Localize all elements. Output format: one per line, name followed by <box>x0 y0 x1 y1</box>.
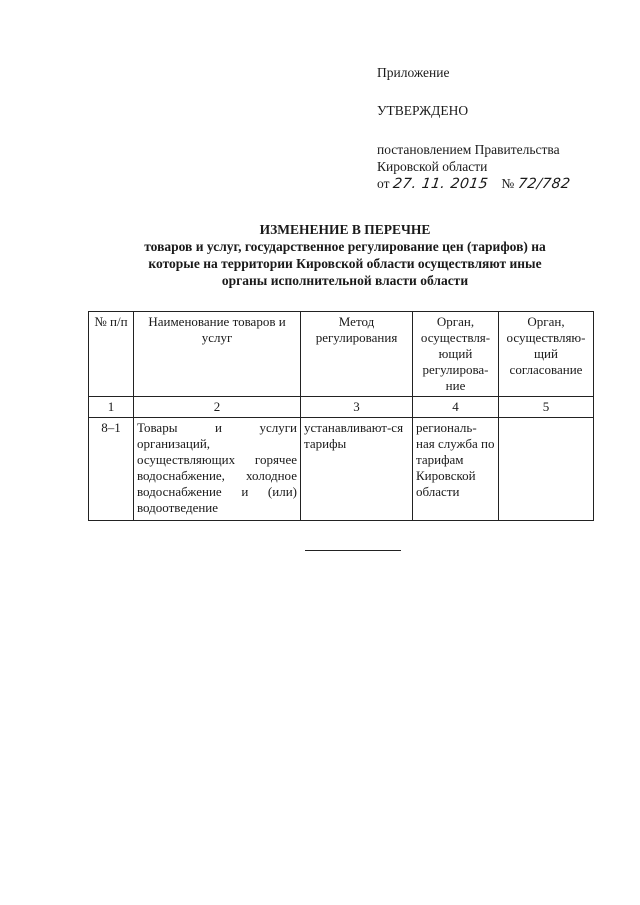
resolution-line-2: Кировской области <box>377 159 488 174</box>
handwritten-number: 72/782 <box>516 176 572 192</box>
heading-title: ИЗМЕНЕНИЕ В ПЕРЕЧНЕ <box>259 222 431 237</box>
document-heading <box>100 221 590 289</box>
colnum-4: 4 <box>413 397 499 418</box>
header-regulator: Орган, осуществля-ющий регулирова-ние <box>413 312 499 397</box>
row-approver <box>499 418 594 521</box>
table-header-row <box>89 312 594 397</box>
resolution-line-1: постановлением Правительства <box>377 142 560 157</box>
number-prefix: № <box>501 176 515 191</box>
header-approver: Орган, осуществляю-щий согласование <box>499 312 594 397</box>
colnum-3: 3 <box>301 397 413 418</box>
tariff-table <box>88 311 594 521</box>
resolution-date-number <box>377 175 627 193</box>
colnum-2: 2 <box>134 397 301 418</box>
handwritten-date: 27. 11. 2015 <box>391 176 490 192</box>
row-name: Товары и услуги организаций, осуществляющих горячее водоснабжение, холодное водоснабжение и (или) водоотведение <box>134 418 301 521</box>
heading-line-2: товаров и услуг, государственное регулирование цен (тарифов) на <box>144 239 546 254</box>
header-name: Наименование товаров и услуг <box>134 312 301 397</box>
end-divider-line <box>305 550 401 551</box>
row-num: 8–1 <box>89 418 134 521</box>
colnum-1: 1 <box>89 397 134 418</box>
table-column-numbers-row <box>89 397 594 418</box>
row-regulator: региональ-ная служба по тарифам Кировской области <box>413 418 499 521</box>
colnum-5: 5 <box>499 397 594 418</box>
approved-label: УТВЕРЖДЕНО <box>377 103 469 118</box>
row-method: устанавливают-ся тарифы <box>301 418 413 521</box>
heading-line-3: которые на территории Кировской области осуществляют иные <box>148 256 542 271</box>
header-method: Метод регулирования <box>301 312 413 397</box>
table-row <box>89 418 594 521</box>
date-prefix: от <box>377 176 390 191</box>
appendix-label: Приложение <box>377 65 450 80</box>
header-num: № п/п <box>89 312 134 397</box>
approval-block <box>377 64 627 193</box>
heading-line-4: органы исполнительной власти области <box>221 273 469 288</box>
